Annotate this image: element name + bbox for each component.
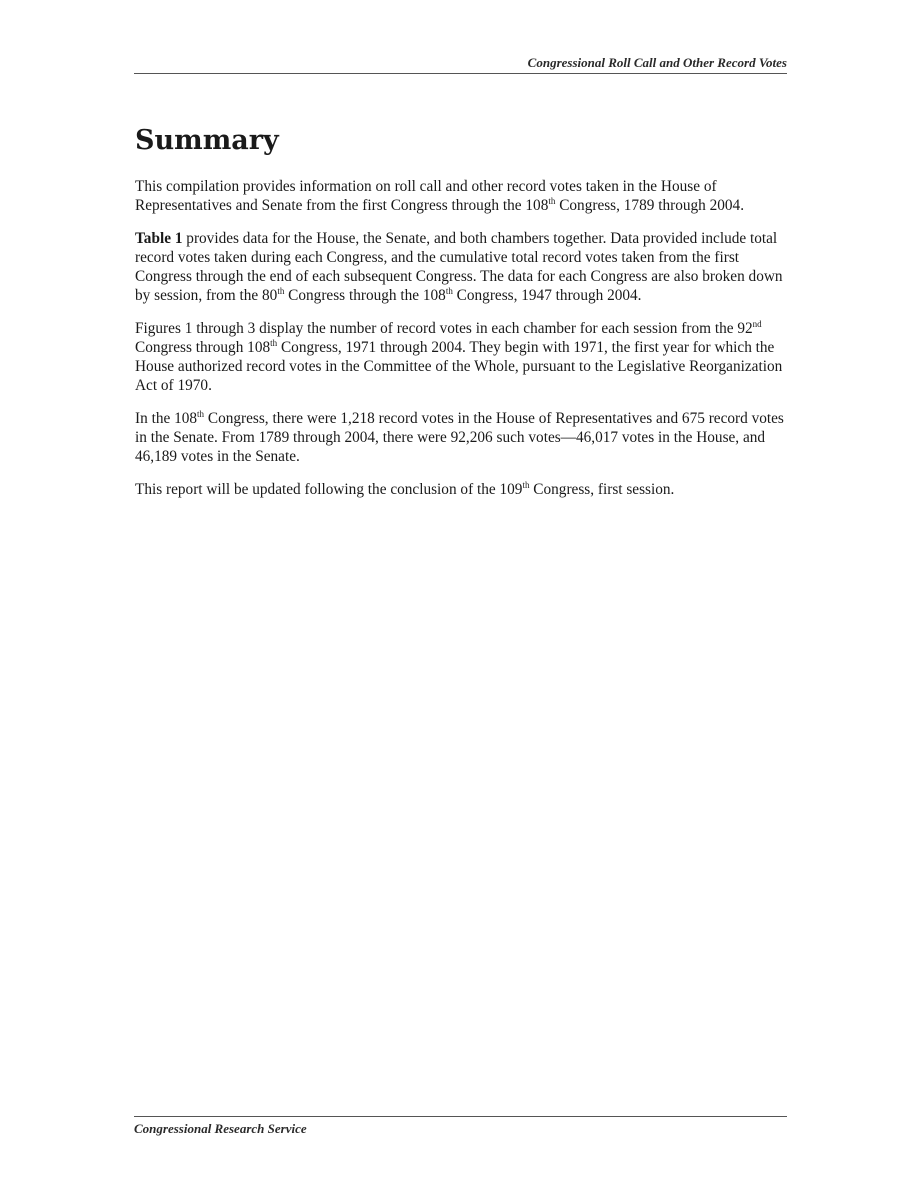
summary-body <box>135 177 790 513</box>
paragraph-vote-totals: In the 108th Congress, there were 1,218 record votes in the House of Representatives and 675 record votes in the Senate. From 1789 through 2004, there were 92,206 such votes—46,017 votes in the House, and 46,189 votes in the Senate. <box>135 409 784 465</box>
table-reference: Table 1 <box>135 230 183 247</box>
running-header <box>134 56 787 74</box>
running-title: Congressional Roll Call and Other Record Votes <box>527 55 787 70</box>
page-footer <box>134 1116 787 1136</box>
page-title: Summary <box>135 125 279 156</box>
paragraph-table-description: Table 1 provides data for the House, the Senate, and both chambers together. Data provided include total record votes taken during each Congress, and the cumulative total record votes taken from the first Congress through the end of each subsequent Congress. The data for each Congress are also broken down by session, from the 80th Congress through the 108th Congress, 1947 through 2004. <box>135 230 783 304</box>
paragraph-scope: This compilation provides information on roll call and other record votes taken in the House of Representatives and Senate from the first Congress through the 108th Congress, 1789 through 2004. <box>135 178 745 214</box>
publisher-name: Congressional Research Service <box>134 1121 307 1136</box>
paragraph-update-note: This report will be updated following the conclusion of the 109th Congress, first session. <box>135 480 675 498</box>
paragraph-figures-description: Figures 1 through 3 display the number of record votes in each chamber for each session from the 92nd Congress through 108th Congress, 1971 through 2004. They begin with 1971, the first year for which the House authorized record votes in the Committee of the Whole, pursuant to the Legislative Reorganization Act of 1970. <box>135 319 783 394</box>
